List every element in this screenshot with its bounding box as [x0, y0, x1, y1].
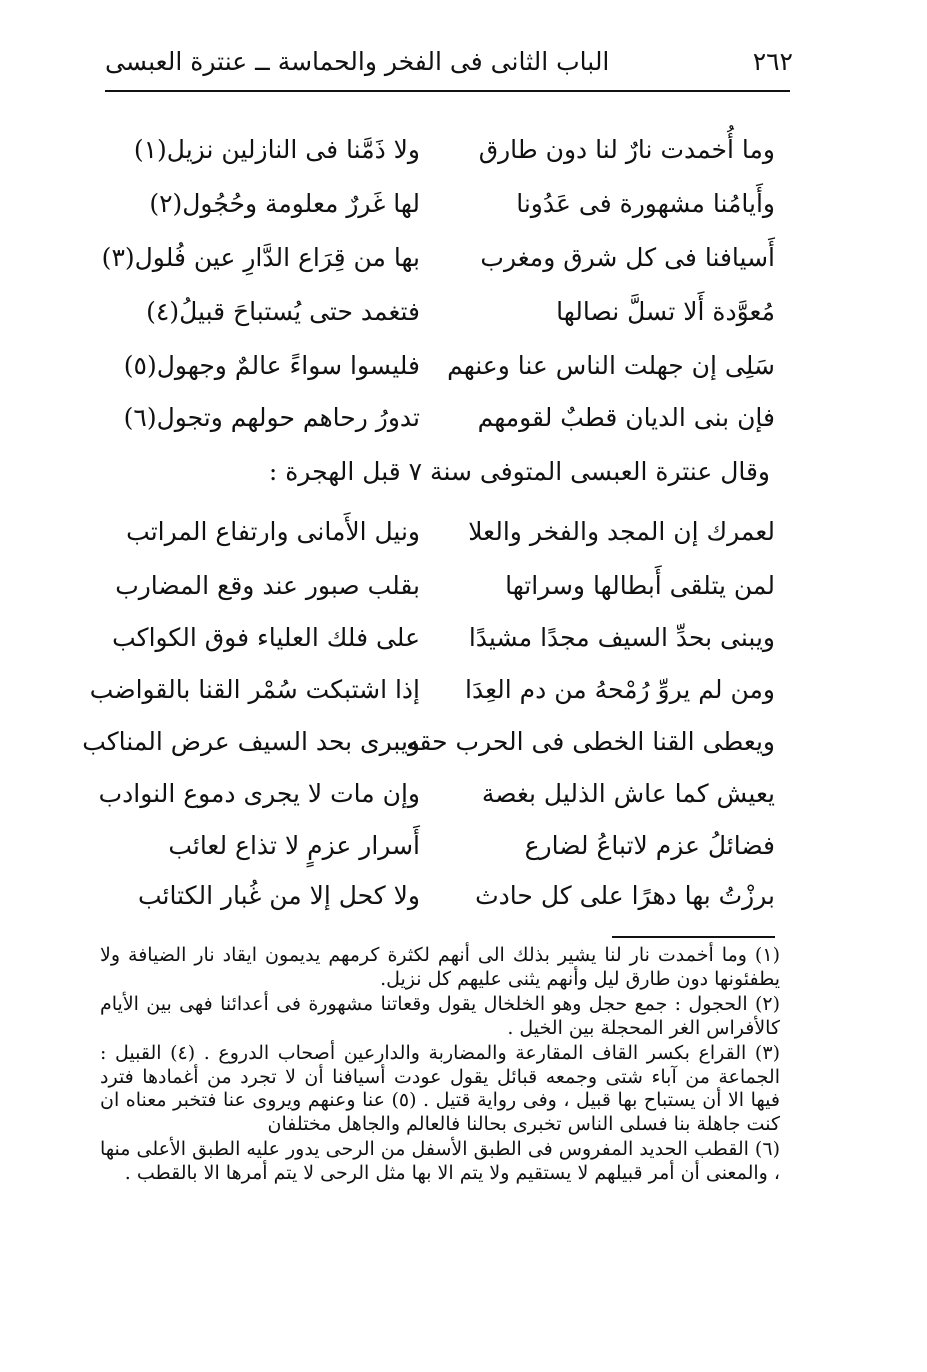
second-hemistich: ونيل الأَمانى وارتفاع المراتب: [126, 517, 420, 546]
first-hemistich: فضائلُ عزم لاتباعُ لضارع: [524, 831, 775, 860]
first-hemistich: مُعوَّدة أَلا تسلَّ نصالها: [556, 297, 775, 326]
poem-intro: وقال عنترة العبسى المتوفى سنة ٧ قبل الهجرة :: [268, 457, 770, 486]
footnote: (٣) القراع بكسر القاف المقارعة والمضاربة والدارعين أصحاب الدروع . (٤) القبيل : الجماعة من آباء شتى وجمعه قبائل يقول عودت أسيافنا أن لا تجرد من أغمادها فترد فيها الا أن يستباح بها قبيل ، وفى رواية قتيل . (٥) عنا وعنهم ويروى عنا فتخبر معناه ان كنت جاهلة بنا فسلى الناس تخبرى بحالنا فالعالم والجاهل مختلفان: [100, 1042, 780, 1135]
second-hemistich: لها غَررٌ معلومة وحُجُول(٢): [149, 189, 420, 218]
verse-line: [100, 238, 775, 278]
verse-line: [82, 722, 775, 762]
second-hemistich: فليسوا سواءً عالمٌ وجهول(٥): [123, 351, 420, 380]
second-hemistich: إذا اشتبكت سُمْر القنا بالقواضب: [89, 675, 420, 704]
verse-line: [100, 184, 775, 224]
verse-line: [100, 826, 775, 866]
verse-line: [100, 512, 775, 552]
verse-line: [89, 670, 775, 710]
second-hemistich: ولا ذَمَّنا فى النازلين نزيل(١): [133, 135, 420, 164]
running-header: [105, 38, 793, 84]
second-hemistich: أَسرار عزمٍ لا تذاع لعائب: [168, 831, 420, 860]
verse-line: [100, 346, 775, 386]
footnote: (١) وما أخمدت نار لنا يشير بذلك الى أنهم لكثرة كرمهم يديمون ايقاد نار الضيافة ولا يطفئونها دون طارق ليل وأنهم يثنى عليهم كل نزيل.: [100, 944, 780, 990]
verse-line: [100, 130, 775, 170]
footnote: (٦) القطب الحديد المفروس فى الطبق الأسفل من الرحى يدور عليه الطبق الأعلى منها ، والمعنى أن أمر قبيلهم لا يستقيم ولا يتم الا بها مثل الرحى لا يتم أمرها الا بالقطب .: [100, 1138, 780, 1184]
footnote: (٢) الحجول : جمع حجل وهو الخلخال يقول وقعاتنا مشهورة فى أعدائنا فهى بين الأيام كالأفراس الغر المحجلة بين الخيل .: [100, 993, 780, 1039]
second-hemistich: تدورُ رحاهم حولهم وتجول(٦): [123, 403, 420, 432]
footnotes: [100, 944, 780, 1187]
first-hemistich: أَسيافنا فى كل شرق ومغرب: [480, 243, 775, 272]
verse-line: [100, 774, 775, 814]
page-number: ٢٦٢: [752, 46, 793, 76]
header-divider: [105, 90, 790, 92]
first-hemistich: فإن بنى الديان قطبٌ لقومهم: [477, 403, 775, 432]
second-hemistich: ويبرى بحد السيف عرض المناكب: [82, 727, 420, 756]
verse-line: [100, 876, 775, 916]
running-title: الباب الثانى فى الفخر والحماسة ــ عنترة العبسى: [105, 46, 610, 76]
first-hemistich: ويعطى القنا الخطى فى الحرب حقه: [406, 727, 775, 756]
second-hemistich: على فلك العلياء فوق الكواكب: [112, 623, 420, 652]
second-hemistich: فتغمد حتى يُستباحَ قبيلُ(٤): [146, 297, 420, 326]
first-hemistich: ومن لم يروِّ رُمْحهُ من دم العِدَا: [465, 675, 775, 704]
first-hemistich: يعيش كما عاش الذليل بغصة: [481, 779, 775, 808]
footnote-divider: [612, 936, 775, 938]
first-hemistich: ويبنى بحدِّ السيف مجدًا مشيدًا: [468, 623, 775, 652]
first-hemistich: سَلِى إن جهلت الناس عنا وعنهم: [447, 351, 775, 380]
first-hemistich: وما أُخمدت نارٌ لنا دون طارق: [478, 135, 775, 164]
first-hemistich: لعمرك إن المجد والفخر والعلا: [468, 517, 775, 546]
first-hemistich: وأَيامُنا مشهورة فى عَدُونا: [516, 189, 775, 218]
verse-line: [100, 566, 775, 606]
verse-line: [100, 618, 775, 658]
second-hemistich: بقلب صبور عند وقع المضارب: [115, 571, 420, 600]
second-hemistich: بها من قِرَاع الدَّارِ عين فُلول(٣): [101, 243, 420, 272]
second-hemistich: ولا كحل إلا من غُبار الكتائب: [137, 881, 420, 910]
verse-line: [100, 398, 775, 438]
first-hemistich: لمن يتلقى أَبطالها وسراتها: [505, 571, 775, 600]
verse-line: [100, 292, 775, 332]
second-hemistich: وإن مات لا يجرى دموع النوادب: [98, 779, 420, 808]
first-hemistich: برزْتُ بها دهرًا على كل حادث: [475, 881, 775, 910]
